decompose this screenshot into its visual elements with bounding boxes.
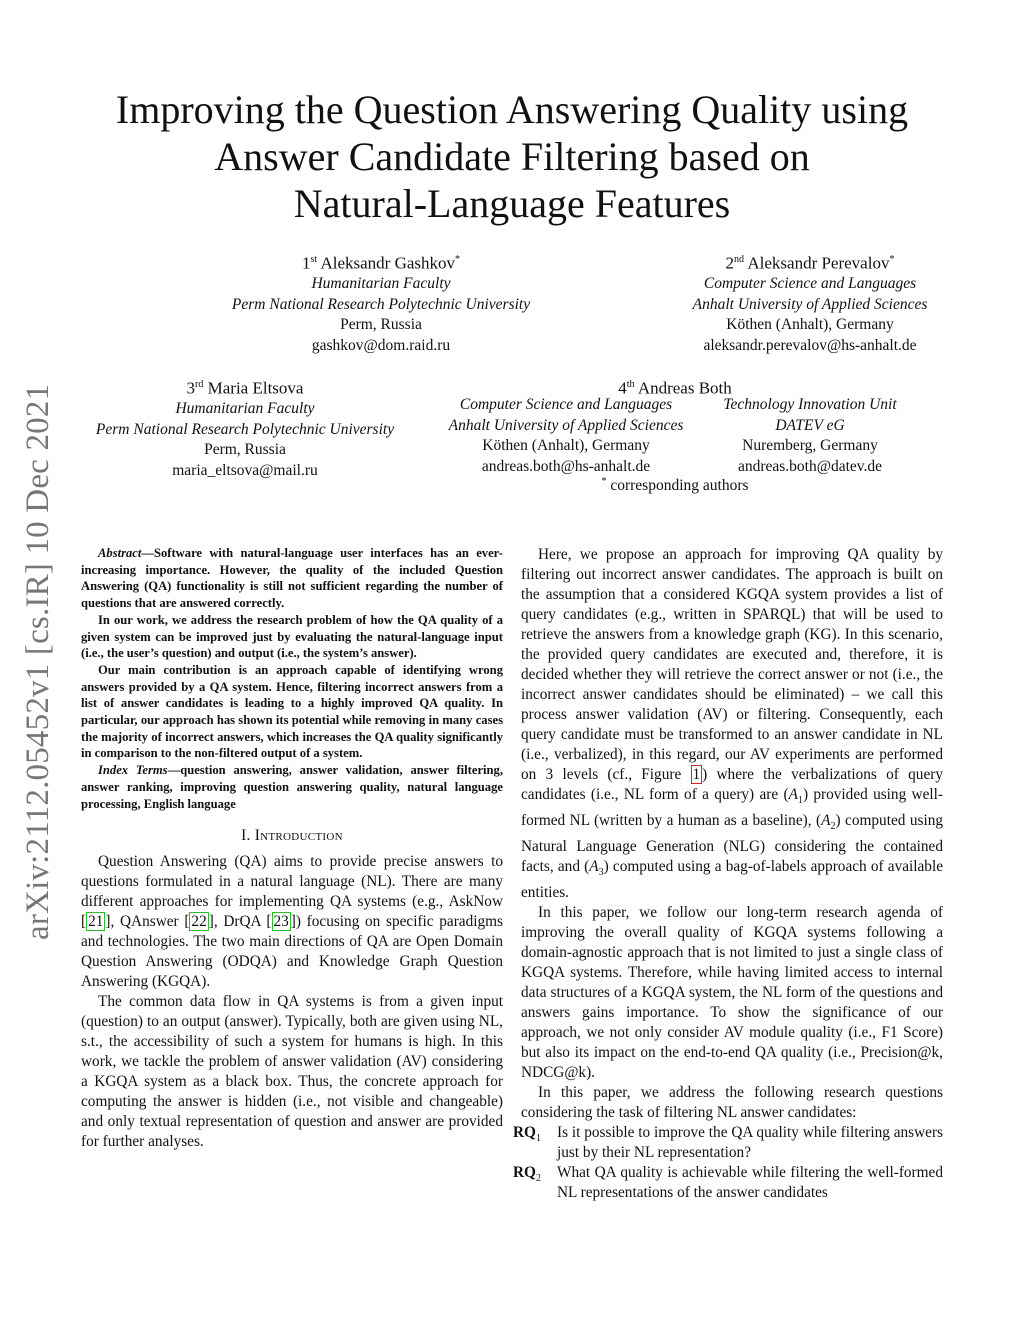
arxiv-identifier: arXiv:2112.05452v1 [cs.IR] 10 Dec 2021 [20, 383, 56, 940]
figure-reference-link[interactable]: 1 [692, 766, 701, 783]
author-block-3 [70, 375, 420, 481]
intro-paragraph-2: The common data flow in QA systems is from a given input (question) to an output (answer). Typically, both are given using NL, s.t., the accessibility of such a system for humans is high. In this work, we tackle the problem of answer validation (AV) considering a KGQA system as a black box. Thus, the concrete approach for computing the answer is hidden (i.e., not visible and changeable) and only textual representation of question and answer are provided for further analyses. [81, 993, 503, 1151]
rq-label: $RQ_2$ [513, 1164, 541, 1185]
corresponding-authors-note: * corresponding authors [601, 476, 749, 495]
abstract-paragraph-1: Abstract—Software with natural-language user interfaces has an ever-increasing importance. However, the quality of the included Question Answering (QA) functionality is still not sufficient regarding the number of questions that are answered correctly. [81, 546, 503, 611]
author-dept: Humanitarian Faculty [311, 275, 451, 293]
math-a2: $A_2$ [821, 812, 836, 833]
author-block-2 [662, 250, 958, 356]
author-org: Anhalt University of Applied Sciences [692, 295, 928, 313]
research-question-1: $RQ_1$ Is it possible to improve the QA quality while filtering answers just by their NL representation? [513, 1124, 943, 1162]
author-city: Perm, Russia [340, 316, 422, 334]
right-paragraph-2: In this paper, we follow our long-term research agenda of improving the overall quality of KGQA systems following a domain-agnostic approach that is not limited to just a single class of KGQA systems. Therefore, while having limited access to internal data structures of a KGQA system, the NL form of the questions and answers gains importance. To show the significance of our approach, we not only consider AV module quality (i.e., F1 Score) but also its impact on the end-to-end QA quality (i.e., Precision@k, NDCG@k). [521, 904, 943, 1082]
abstract-paragraph-3: Our main contribution is an approach capable of identifying wrong answers provided by a QA system. Hence, filtering incorrect answers from a list of answer candidates is leading to a highly improved QA quality. In particular, our approach has shown its potential while removing in many cases the majority of incorrect answers, which increases the QA quality significantly in comparison to the non-filtered output of a system. [81, 662, 503, 761]
author-email: andreas.both@hs-anhalt.de [481, 457, 651, 475]
right-column [513, 545, 944, 1203]
author-email: andreas.both@datev.de [737, 457, 883, 475]
author-name: 2nd Aleksandr Perevalov* [725, 253, 895, 273]
author-dept: Technology Innovation Unit [723, 396, 897, 413]
author-city: Nuremberg, Germany [742, 437, 878, 454]
author-dept: Humanitarian Faculty [175, 400, 315, 418]
author-dept: Computer Science and Languages [703, 275, 917, 293]
author-block-1 [200, 250, 562, 356]
paper-title [80, 86, 944, 227]
author-dept: Computer Science and Languages [459, 396, 673, 413]
author-name: 1st Aleksandr Gashkov* [301, 253, 461, 273]
section-heading-introduction: I. Introduction [241, 827, 343, 845]
author-name: 3rd Maria Eltsova [186, 378, 304, 398]
right-paragraph-1: Here, we propose an approach for improving QA quality by filtering out incorrect answer candidates. The approach is built on the assumption that a considered KGQA system provides a list of query candidates (e.g., written in SPARQL) that will be used to retrieve the answers from a knowledge graph (KG). In this scenario, the provided query candidates are executed and, therefore, it is decided whether they will retrieve the correct answer or not (i.e., the incorrect answer candidates should be eliminated) – we call this process answer validation (AV) or filtering. Consequently, each query candidate must be transformed to an answer candidate in NL (i.e., verbalized), in this regard, our AV experiments are performed on 3 levels (cf., Figure 1 ) where the verbalizations of query candidates (i.e., NL form of a query) are $(A_1)$ provided using well-formed NL (written by a human as a baseline), $(A_2)$ computed using Natural Language Generation (NLG) considering the contained facts, and $(A_3)$ computed using a bag-of-labels approach of available entities. [521, 546, 944, 902]
author-org: Anhalt University of Applied Sciences [448, 416, 684, 434]
abstract-paragraph-2: In our work, we address the research problem of how the QA quality of a given system can be improved just by evaluating the natural-language input (i.e., the user’s question) and output (i.e., the system’s answer). [81, 612, 503, 661]
citation-link[interactable]: 22 [191, 913, 207, 931]
author-city: Köthen (Anhalt), Germany [482, 437, 650, 454]
intro-paragraph-1: Question Answering (QA) aims to provide precise answers to questions formulated in a natural language (NL). There are many different approaches for implementing QA systems (e.g., AskNow [ 21 ], QAnswer [ 22 ], DrQA [ 23 ]) focusing on specific paradigms and technologies. The two main directions of QA are Open Domain Question Answering (ODQA) and Knowledge Graph Question Answering (KGQA). [81, 853, 503, 991]
author-4-affiliation-2 [705, 395, 915, 477]
author-name: 4th Andreas Both [618, 378, 732, 398]
math-a1: $A_1$ [788, 786, 803, 807]
title-line-2: Answer Candidate Filtering based on [214, 134, 810, 179]
author-city: Köthen (Anhalt), Germany [726, 316, 894, 334]
author-email: maria_eltsova@mail.ru [172, 461, 318, 479]
index-terms: Index Terms—question answering, answer validation, answer filtering, answer ranking, improving question answering quality, natural language processing, English language [81, 763, 503, 811]
author-org: Perm National Research Polytechnic University [95, 420, 395, 438]
research-question-2: $RQ_2$ What QA quality is achievable while filtering the well-formed NL representations of the answer candidates [513, 1164, 943, 1202]
right-paragraph-3: In this paper, we address the following research questions considering the task of filtering NL answer candidates: [521, 1084, 943, 1122]
author-4-affiliation-1 [425, 395, 707, 477]
title-line-1: Improving the Question Answering Quality using [115, 87, 909, 132]
citation-link[interactable]: 21 [88, 913, 104, 931]
author-org: Perm National Research Polytechnic University [231, 295, 531, 313]
rq-label: $RQ_1$ [513, 1124, 541, 1145]
left-column [81, 545, 503, 1152]
author-email: gashkov@dom.raid.ru [311, 336, 451, 354]
author-city: Perm, Russia [204, 441, 286, 459]
title-line-3: Natural-Language Features [293, 181, 731, 226]
author-org: DATEV eG [775, 416, 845, 434]
author-email: aleksandr.perevalov@hs-anhalt.de [703, 336, 917, 354]
abstract [81, 545, 503, 812]
citation-link[interactable]: 23 [273, 913, 289, 931]
math-a3: $A_3$ [589, 858, 604, 879]
